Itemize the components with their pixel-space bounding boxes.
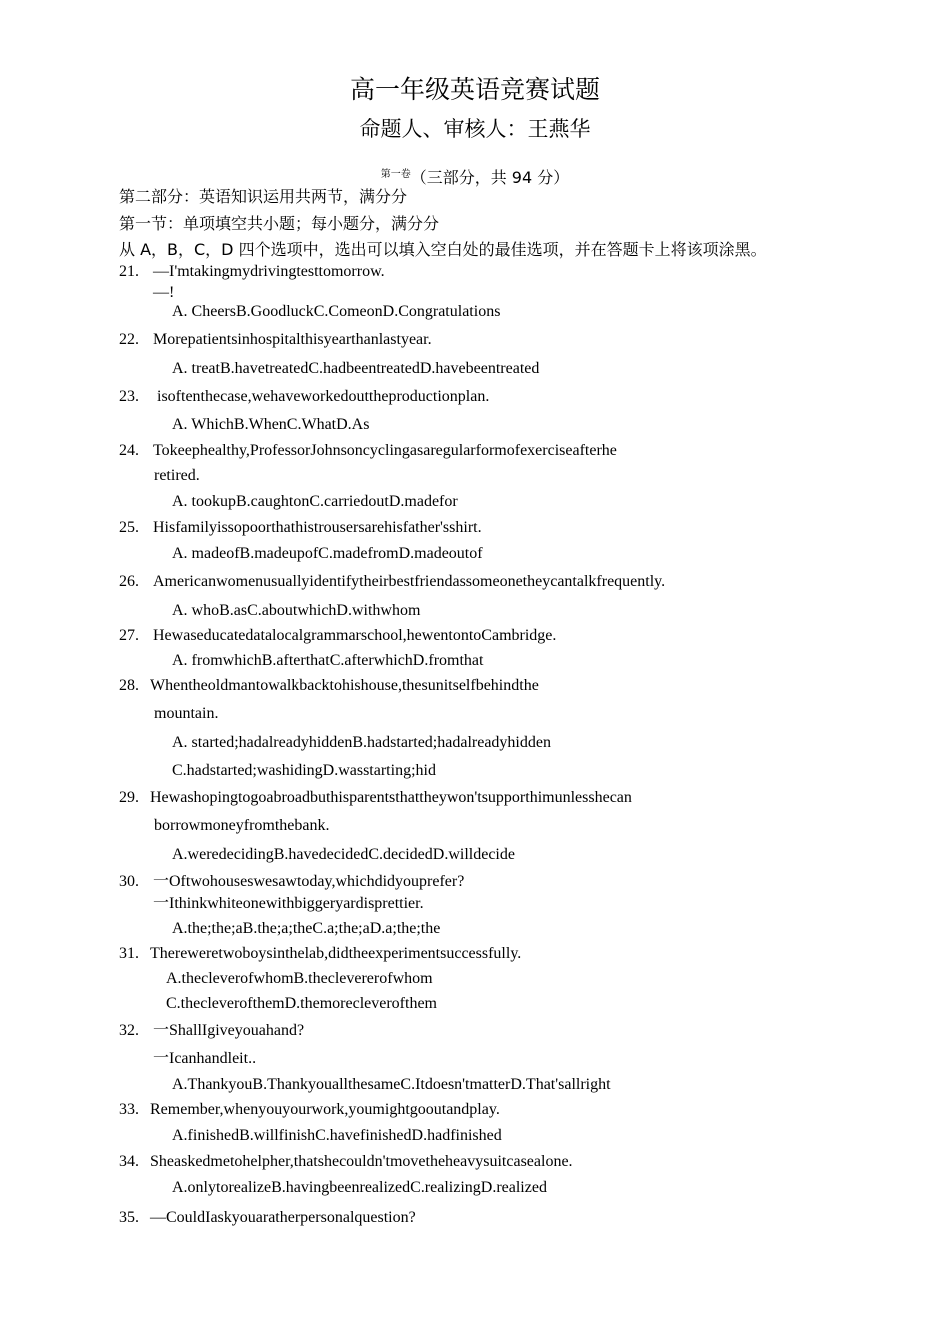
question-number: 22. <box>119 331 139 348</box>
question-26-options: A. whoB.asC.aboutwhichD.withwhom <box>172 602 421 619</box>
question-number: 29. <box>119 789 139 806</box>
question-number: 32. <box>119 1022 139 1039</box>
question-number: 21. <box>119 263 139 280</box>
question-25 <box>119 518 482 538</box>
question-number: 23. <box>119 388 139 405</box>
question-stem: Remember,whenyouyourwork,youmightgooutandplay. <box>150 1101 500 1118</box>
section1-heading: 第一节：单项填空共小题；每小题分，满分分 <box>119 214 440 233</box>
question-21-options: A. CheersB.GoodluckC.ComeonD.Congratulations <box>172 303 501 320</box>
question-33 <box>119 1100 500 1120</box>
question-31-options-2: C.thecleverofthemD.themorecleverofthem <box>166 995 437 1012</box>
question-28-options-2: C.hadstarted;washidingD.wasstarting;hid <box>172 762 436 779</box>
question-number: 30. <box>119 873 139 890</box>
question-34 <box>119 1152 573 1172</box>
question-stem: Sheaskedmetohelpher,thatshecouldn'tmovetheheavysuitcasealone. <box>150 1153 573 1170</box>
question-21 <box>119 262 385 282</box>
question-stem: Americanwomenusuallyidentifytheirbestfriendassomeonetheycantalkfrequently. <box>153 573 666 590</box>
question-31 <box>119 944 521 964</box>
question-31-options: A.thecleverofwhomB.theclevererofwhom <box>166 970 433 987</box>
volume-note: （三部分，共 94 分） <box>410 168 570 187</box>
question-28-continuation: mountain. <box>154 705 219 722</box>
question-number: 35. <box>119 1209 139 1226</box>
question-stem: Morepatientsinhospitalthisyearthanlastyear. <box>153 331 432 348</box>
question-stem: —I'mtakingmydrivingtesttomorrow. <box>153 263 385 280</box>
question-number: 27. <box>119 627 139 644</box>
question-number: 28. <box>119 677 139 694</box>
question-30-options: A.the;the;aB.the;a;theC.a;the;aD.a;the;the <box>172 920 441 937</box>
question-30-reply: 一Ithinkwhiteonewithbiggeryardisprettier. <box>153 895 424 912</box>
question-22-options: A. treatB.havetreatedC.hadbeentreatedD.havebeentreated <box>172 360 540 377</box>
question-27-options: A. fromwhichB.afterthatC.afterwhichD.fromthat <box>172 652 484 669</box>
question-24-continuation: retired. <box>154 467 200 484</box>
question-23 <box>119 387 489 407</box>
question-number: 34. <box>119 1153 139 1170</box>
question-27 <box>119 626 556 646</box>
question-stem: Hisfamilyissopoorthathistrousersarehisfather'sshirt. <box>153 519 482 536</box>
question-29-continuation: borrowmoneyfromthebank. <box>154 817 330 834</box>
question-26 <box>119 572 665 592</box>
question-stem: —CouldIaskyouaratherpersonalquestion? <box>150 1209 416 1226</box>
question-23-options: A. WhichB.WhenC.WhatD.As <box>172 416 370 433</box>
question-stem: Hewaseducatedatalocalgrammarschool,hewentontoCambridge. <box>153 627 557 644</box>
exam-authors: 命题人、审核人：王燕华 <box>359 117 591 141</box>
question-32-reply: 一Icanhandleit.. <box>153 1050 257 1067</box>
exam-title: 高一年级英语竞赛试题 <box>349 75 600 104</box>
question-number: 25. <box>119 519 139 536</box>
question-number: 26. <box>119 573 139 590</box>
question-33-options: A.finishedB.willfinishC.havefinishedD.hadfinished <box>172 1127 502 1144</box>
question-stem: Hewashopingtogoabroadbuthisparentsthattheywon'tsupporthimunlesshecan <box>150 789 632 806</box>
question-21-reply: —! <box>153 284 175 301</box>
question-25-options: A. madeofB.madeupofC.madefromD.madeoutof <box>172 545 483 562</box>
question-stem: Whentheoldmantowalkbacktohishouse,thesunitselfbehindthe <box>150 677 539 694</box>
question-30 <box>119 872 464 892</box>
directions-text: 从 A，B，C，D 四个选项中，选出可以填入空白处的最佳选项，并在答题卡上将该项涂黑。 <box>119 240 767 259</box>
question-number: 31. <box>119 945 139 962</box>
volume-label: 第一卷 <box>380 169 411 180</box>
question-29-options: A.weredecidingB.havedecidedC.decidedD.willdecide <box>172 846 515 863</box>
question-number: 33. <box>119 1101 139 1118</box>
question-stem: 一Oftwohouseswesawtoday,whichdidyouprefer? <box>153 873 465 890</box>
question-number: 24. <box>119 442 139 459</box>
question-34-options: A.onlytorealizeB.havingbeenrealizedC.realizingD.realized <box>172 1179 547 1196</box>
question-32-options: A.ThankyouB.ThankyouallthesameC.Itdoesn'tmatterD.That'sallright <box>172 1076 611 1093</box>
question-24 <box>119 441 617 461</box>
question-28-options: A. started;hadalreadyhiddenB.hadstarted;hadalreadyhidden <box>172 734 551 751</box>
question-stem: Tokeephealthy,ProfessorJohnsoncyclingasaregularformofexerciseafterhe <box>153 442 617 459</box>
part2-heading: 第二部分：英语知识运用共两节，满分分 <box>119 187 408 206</box>
question-32 <box>119 1021 304 1041</box>
question-35 <box>119 1208 416 1228</box>
question-22 <box>119 330 432 350</box>
question-stem: 一ShallIgiveyouahand? <box>153 1022 305 1039</box>
question-stem: isoftenthecase,wehaveworkedouttheproductionplan. <box>153 388 490 405</box>
question-28 <box>119 676 539 696</box>
question-stem: Thereweretwoboysinthelab,didtheexperimentsuccessfully. <box>150 945 522 962</box>
question-29 <box>119 788 632 808</box>
question-24-options: A. tookupB.caughtonC.carriedoutD.madefor <box>172 493 458 510</box>
